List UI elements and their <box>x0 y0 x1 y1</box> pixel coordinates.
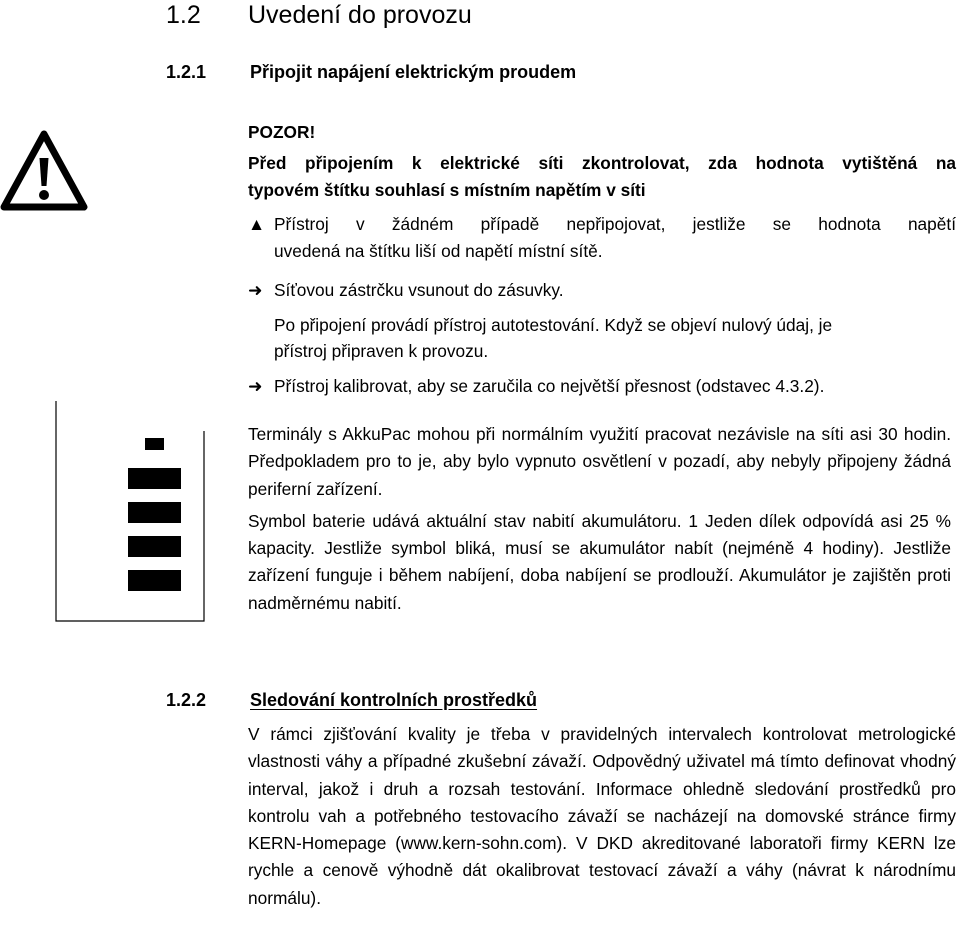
battery-bar-3 <box>128 536 181 557</box>
monitoring-paragraph: V rámci zjišťování kvality je třeba v pravidelných intervalech kontrolovat metrologické vlastnosti váhy a případné zkušební závaží. Odpovědný uživatel má tímto definovat vhodný interval, jakož i druh a rozsah testování. Informace ohledně sledování prostředků pro kontrolu vah a potřebného testovacího závaží se nacházejí na domovské stránce firmy KERN-Homepage (www.kern-sohn.com). V DKD akreditované laboratoři firmy KERN lze rychle a cenově výhodně dát okalibrovat testovací závaží a váhy (návrat k národnímu normálu). <box>248 724 956 908</box>
battery-paragraph-1: Terminály s AkkuPac mohou při normálním využití pracovat nezávisle na síti asi 30 hodin. Předpokladem pro to je, aby bylo vypnuto osvětlení v pozadí, aby nebyly připojeny žádná periferní zařízení. <box>248 424 951 499</box>
section-number: 1.2 <box>166 1 201 29</box>
battery-info <box>248 421 951 617</box>
battery-bar-4 <box>128 570 181 591</box>
warning-triangle-icon <box>0 128 88 212</box>
section-title: Uvedení do provozu <box>248 1 472 29</box>
subsection-number: 1.2.1 <box>166 62 207 82</box>
caution-line-2: uvedená na štítku liší od napětí místní sítě. <box>274 241 603 261</box>
warning-text-line-2: typovém štítku souhlasí s místním napětím v síti <box>248 180 646 200</box>
subsection-title: Připojit napájení elektrickým proudem <box>250 62 577 82</box>
battery-bar-2 <box>128 502 181 523</box>
step-calibrate-text: Přístroj kalibrovat, aby se zaručila co největší přesnost (odstavec 4.3.2). <box>274 376 825 396</box>
step-plug-in-text: Síťovou zástrčku vsunout do zásuvky. <box>274 280 564 300</box>
subsection-number: 1.2.2 <box>166 690 207 710</box>
battery-level-bars <box>128 468 181 591</box>
arrow-right-icon: ➜ <box>248 280 263 300</box>
section-heading-1-2 <box>166 0 472 30</box>
battery-bar-1 <box>128 468 181 489</box>
step-plug-in <box>248 277 960 304</box>
warning-label: POZOR! <box>248 122 316 142</box>
caution-triangle-icon: ▲ <box>248 214 266 234</box>
battery-symbol-icon <box>55 400 205 622</box>
monitoring-info <box>248 721 956 912</box>
subsection-title: Sledování kontrolních prostředků <box>250 690 538 710</box>
caution-line-1 <box>248 211 956 238</box>
step-calibrate <box>248 373 960 400</box>
warning-text-line-1: Před připojením k elektrické síti zkontrolovat, zda hodnota vytištěná na <box>248 153 956 173</box>
arrow-right-icon: ➜ <box>248 376 263 396</box>
step-selftest-line-2: přístroj připraven k provozu. <box>274 341 489 361</box>
battery-paragraph-2: Symbol baterie udává aktuální stav nabití akumulátoru. 1 Jeden dílek odpovídá asi 25 % kapacity. Jestliže symbol bliká, musí se akumulátor nabít (nejméně 4 hodiny). Jestliže zařízení funguje i během nabíjení, doba nabíjení se prodlouží. Akumulátor je zajištěn proti nadměrnému nabití. <box>248 510 951 613</box>
step-selftest-line-1: Po připojení provádí přístroj autotestování. Když se objeví nulový údaj, je <box>274 315 833 335</box>
caution-text: Přístroj v žádném případě nepřipojovat, jestliže se hodnota napětí <box>274 214 956 234</box>
